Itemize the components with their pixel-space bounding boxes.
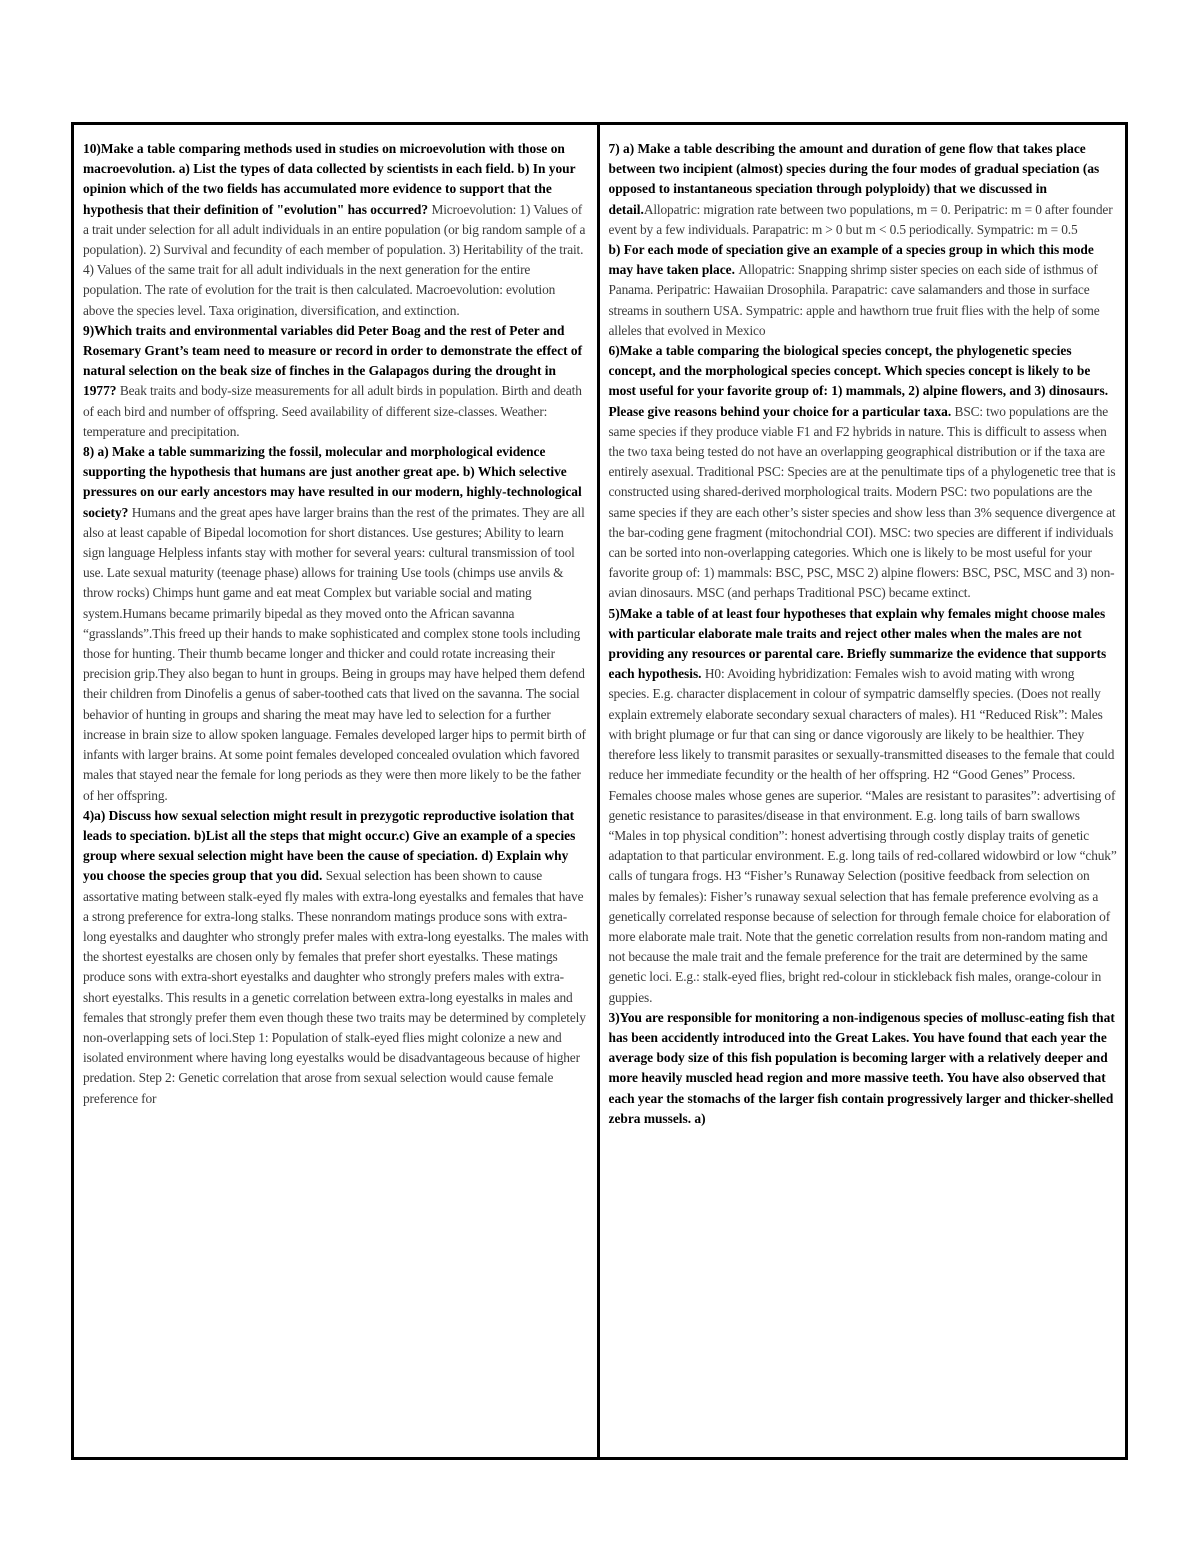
qa-item [83,442,589,806]
answer-6: BSC: two populations are the same species if they produce viable F1 and F2 hybrids in nature. This is difficult to assess when the two taxa being tested do not have an overlapping geographical distribution or if the taxa are entirely asexual. Traditional PSC: Species are at the penultimate tips of a phylogenetic tree that is constructed using shared-derived morphological traits. Modern PSC: two populations are the same species if they are each other’s sister species and show less than 3% sequence divergence at the bar-coding gene fragment (mitochondrial COI). MSC: two species are different if individuals can be sorted into non-overlapping categories. Which one is likely to be most useful for your favorite group of: 1) mammals: BSC, PSC, MSC 2) alpine flowers: BSC, PSC, MSC and 3) non-avian dinosaurs. MSC (and perhaps Traditional PSC) became extinct. [608,403,1116,601]
question-8: 8) a) Make a table summarizing the fossil, molecular and morphological evidence supporting the hypothesis that humans are just another great ape. b) Which selective pressures on our early ancestors may have resulted in our modern, highly-technological society? [83,444,582,520]
answer-8: Humans and the great apes have larger brains than the rest of the primates. They are all also at least capable of Bipedal locomotion for short distances. Use gestures; Ability to learn sign language Helpless infants stay with mother for several years: cultural transmission of tool use. Late sexual maturity (teenage phase) allows for training Use tools (chimps use anvils & throw rocks) Chimps hunt game and eat meat Complex but variable social and mating system.Humans became primarily bipedal as they moved onto the African savanna “grasslands”.This freed up their hands to make sophisticated and complex stone tools including those for hunting. Their thumb became longer and thicker and could rotate increasing their precision grip.They also began to hunt in groups. Being in groups may have helped them defend their children from Dinofelis a genus of saber-toothed cats that lived on the savanna. The social behavior of hunting in groups and sharing the meat may have led to selection for a further increase in brain size to allow spoken language. Females developed larger hips to permit birth of infants with larger brains. At some point females developed concealed ovulation which favored males that stayed near the female for long periods as they were then more likely to be the father of her offspring. [83,504,586,803]
qa-item [609,341,1118,604]
question-9: 9)Which traits and environmental variables did Peter Boag and the rest of Peter and Rosemary Grant’s team need to measure or record in order to demonstrate the effect of natural selection on the beak size of finches in the Galapagos during the drought in 1977? [83,322,583,399]
question-4: 4)a) Discuss how sexual selection might result in prezygotic reproductive isolation that leads to speciation. b)List all the steps that might occur.c) Give an example of a species group where sexual selection might have been the cause of speciation. d) Explain why you choose the species group that you did. [83,807,576,884]
question-3: 3)You are responsible for monitoring a non-indigenous species of mollusc-eating fish that has been accidently introduced into the Great Lakes. You have found that each year the average body size of this fish population is becoming larger with a relatively deeper and more heavily muscled head region and more massive teeth. You have also observed that each year the stomachs of the larger fish contain progressively larger and thicker-shelled zebra mussels. a) [608,1009,1115,1126]
answer-9: Beak traits and body-size measurements for all adult birds in population. Birth and death of each bird and number of offspring. Seed availability of different size-classes. Weather: temperature and precipitation. [83,383,582,439]
qa-item [609,139,1118,240]
qa-item [83,321,589,442]
question-7b: b) For each mode of speciation give an example of a species group in which this mode may have taken place. [608,242,1094,278]
left-column [74,125,600,1457]
right-column [600,125,1126,1457]
answer-7a: Allopatric: migration rate between two populations, m = 0. Peripatric: m = 0 after founder event by a few individuals. Parapatric: m > 0 but m < 0.5 periodically. Sympatric: m = 0.5 [608,201,1113,237]
question-6: 6)Make a table comparing the biological species concept, the phylogenetic species concept, and the morphological species concept. Which species concept is likely to be most useful for your favorite group of: 1) mammals, 2) alpine flowers, and 3) dinosaurs. Please give reasons behind your choice for a particular taxa. [608,343,1109,419]
answer-10: Microevolution: 1) Values of a trait under selection for all adult individuals in an entire population (or big random sample of a population). 2) Survival and fecundity of each member of population. 3) Heritability of the trait. 4) Values of the same trait for all adult individuals in the next generation for the entire population. The rate of evolution for the trait is then calculated. Macroevolution: evolution above the species level. Taxa origination, diversification, and extinction. [83,201,586,318]
answer-7b: Allopatric: Snapping shrimp sister species on each side of isthmus of Panama. Peripatric: Hawaiian Drosophila. Parapatric: cave salamanders and those in surface streams in southern USA. Sympatric: apple and hawthorn true fruit flies with the help of some alleles that evolved in Mexico [608,262,1100,338]
qa-item [83,806,589,1109]
question-5: 5)Make a table of at least four hypotheses that explain why females might choose males with particular elaborate male traits and reject other males when the males are not providing any resources or parental care. Briefly summarize the evidence that supports each hypothesis. [608,605,1107,682]
qa-item [609,1008,1118,1129]
document-table [71,122,1128,1460]
question-10: 10)Make a table comparing methods used in studies on microevolution with those on macroevolution. a) List the types of data collected by scientists in each field. b) In your opinion which of the two fields has accumulated more evidence to support that the hypothesis that their definition of "evolution" has occurred? [83,141,576,217]
answer-4: Sexual selection has been shown to cause assortative mating between stalk-eyed fly males with extra-long eyestalks and females that have a strong preference for extra-long stalks. These nonrandom matings produce sons with extra-long eyestalks and daughter who strongly prefer males with extra-long eyestalks. The males with the shortest eyestalks are chosen only by females that prefer short eyestalks. These matings produce sons with extra-short eyestalks and daughter who strongly prefers males with extra-short eyestalks. This results in a genetic correlation between extra-long eyestalks in males and females that strongly prefer them even though these two traits may be determined by completely non-overlapping sets of loci.Step 1: Population of stalk-eyed flies might colonize a new and isolated environment where having long eyestalks would be disadvantageous because of higher predation. Step 2: Genetic correlation that arose from sexual selection would cause female preference for [83,868,589,1106]
qa-item [609,604,1118,1008]
qa-item [83,139,589,321]
question-7a: 7) a) Make a table describing the amount and duration of gene flow that takes place between two incipient (almost) species during the four modes of gradual speciation (as opposed to instantaneous speciation through polyploidy) that we discussed in detail. [608,141,1100,217]
answer-5: H0: Avoiding hybridization: Females wish to avoid mating with wrong species. E.g. character displacement in colour of sympatric damselfly species. (Does not really explain extremely elaborate secondary sexual characters of males). H1 “Reduced Risk”: Males with bright plumage or fur that can sing or dance vigorously are likely to be healthier. They therefore less likely to transmit parasites or sexually-transmitted diseases to the female that could reduce her immediate fecundity or the health of her offspring. H2 “Good Genes” Process. Females choose males whose genes are superior. “Males are resistant to parasites”: advertising of genetic resistance to parasites/disease in that environment. E.g. long tails of barn swallows “Males in top physical condition”: honest advertising through costly display traits of genetic adaptation to that particular environment. E.g. long tails of red-collared widowbird or low “chuk” calls of tungara frogs. H3 “Fisher’s Runaway Selection (positive feedback from selection on males by females): Fisher’s runaway sexual selection that has female preference evolving as a genetically correlated response because of selection for through female choice for elaboration of more elaborate male trait. Note that the genetic correlation results from non-random mating and not because the male trait and the female preference for the trait are determined by the same genetic loci. E.g.: stalk-eyed flies, bright red-colour in stickleback fish males, orange-colour in guppies. [608,666,1117,1005]
qa-item [609,240,1118,341]
